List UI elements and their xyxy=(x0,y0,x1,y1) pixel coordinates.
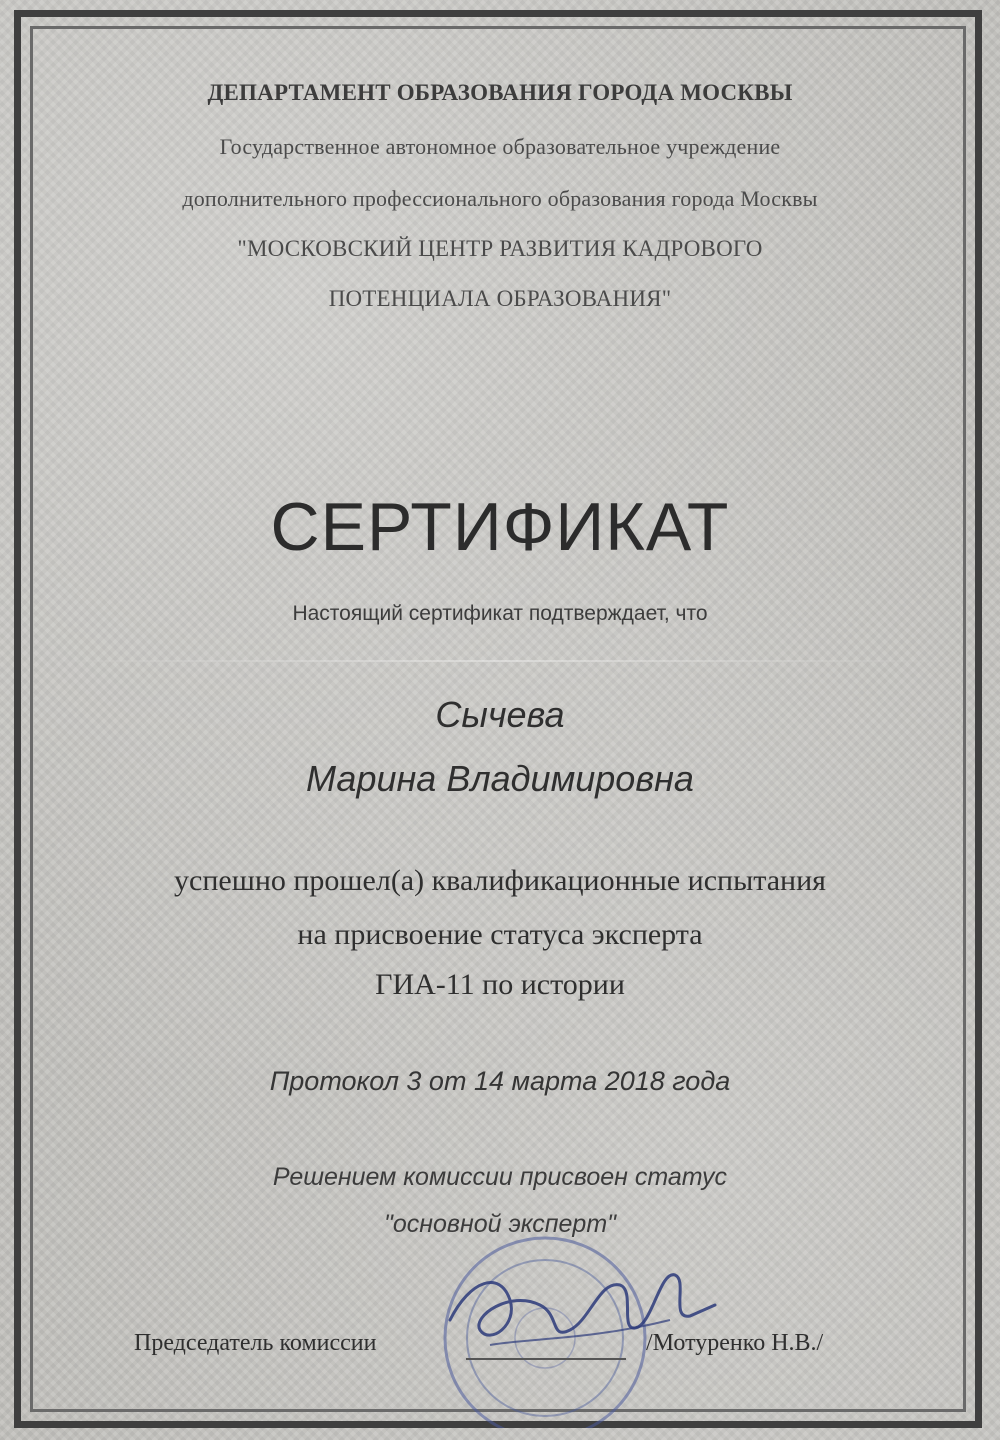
department-heading: ДЕПАРТАМЕНТ ОБРАЗОВАНИЯ ГОРОДА МОСКВЫ xyxy=(207,80,793,105)
institution-name-line-2: ПОТЕНЦИАЛА ОБРАЗОВАНИЯ" xyxy=(328,286,672,311)
body-line-2: на присвоение статуса эксперта xyxy=(297,918,703,951)
recipient-given-names: Марина Владимировна xyxy=(306,758,694,799)
signature-line xyxy=(466,1358,626,1360)
handwritten-signature xyxy=(430,1250,720,1380)
protocol-text: Протокол 3 от 14 марта 2018 года xyxy=(269,1066,731,1096)
decision-text: Решением комиссии присвоен статус xyxy=(272,1163,728,1191)
institution-line-1: Государственное автономное образовательное учреждение xyxy=(219,134,781,159)
chair-label: Председатель комиссии xyxy=(134,1330,377,1356)
assigned-status: "основной эксперт" xyxy=(383,1210,617,1238)
paper-fold xyxy=(40,660,960,662)
body-line-3: ГИА-11 по истории xyxy=(375,968,625,1001)
confirm-text: Настоящий сертификат подтверждает, что xyxy=(292,602,708,625)
recipient-surname: Сычева xyxy=(435,694,565,735)
institution-name-line-1: "МОСКОВСКИЙ ЦЕНТР РАЗВИТИЯ КАДРОВОГО xyxy=(237,236,763,261)
certificate-title: СЕРТИФИКАТ xyxy=(270,489,730,565)
institution-line-2: дополнительного профессионального образования города Москвы xyxy=(182,186,818,211)
chair-name: /Мотуренко Н.В./ xyxy=(646,1330,824,1356)
body-line-1: успешно прошел(а) квалификационные испытания xyxy=(174,864,826,897)
